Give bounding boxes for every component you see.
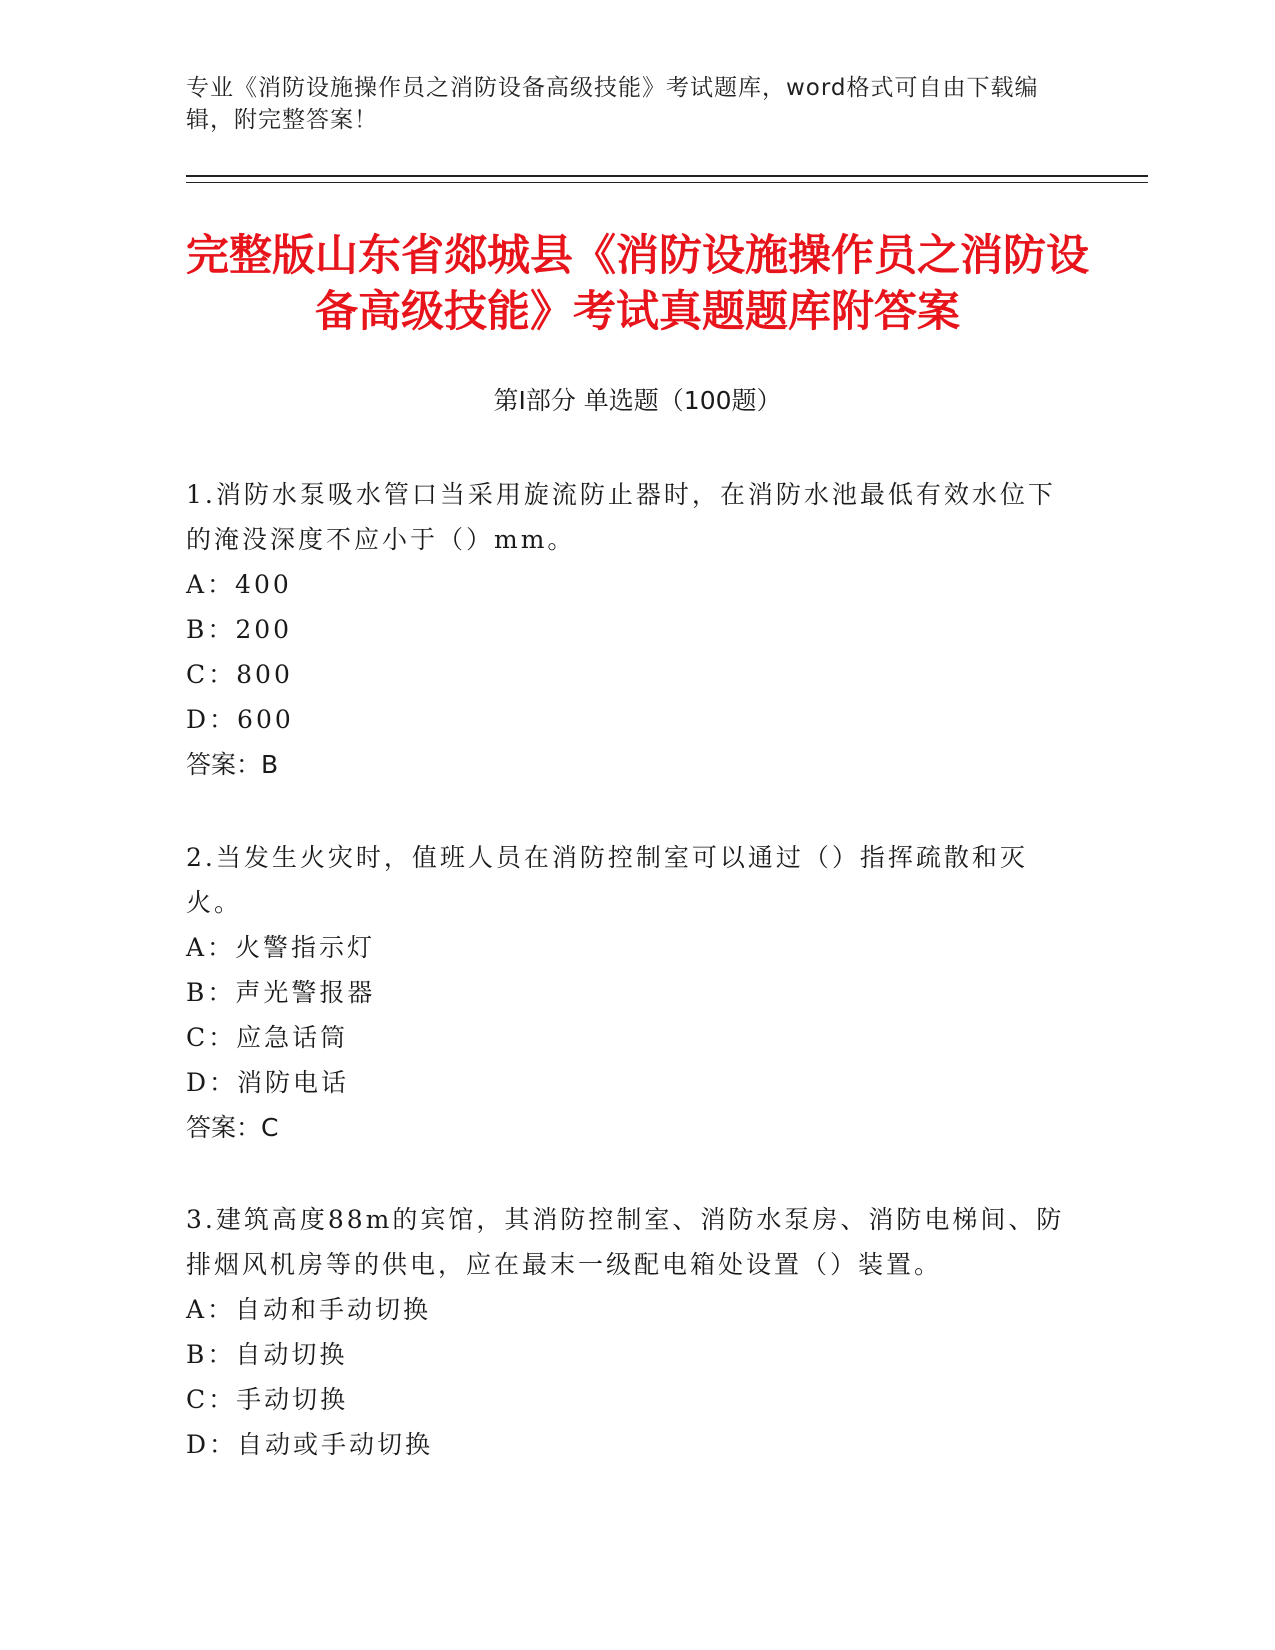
question-1 [186,472,1066,787]
option-c: C：手动切换 [186,1385,349,1414]
header-divider-thick [186,175,1148,177]
option-d: D：消防电话 [186,1068,350,1097]
answer: 答案：B [186,750,279,779]
question-stem: 1.消防水泵吸水管口当采用旋流防止器时，在消防水池最低有效水位下的淹没深度不应小于（）mm。 [186,480,1056,554]
option-b: B：声光警报器 [186,978,376,1007]
option-c: C：800 [186,660,293,689]
option-a: A：400 [186,570,292,599]
question-stem: 3.建筑高度88m的宾馆，其消防控制室、消防水泵房、消防电梯间、防排烟风机房等的供电，应在最末一级配电箱处设置（）装置。 [186,1205,1065,1279]
option-d: D：自动或手动切换 [186,1430,434,1459]
answer: 答案：C [186,1113,279,1142]
option-c: C：应急话筒 [186,1023,349,1052]
question-stem: 2.当发生火灾时，值班人员在消防控制室可以通过（）指挥疏散和灭火。 [186,843,1028,917]
section-heading: 第Ⅰ部分 单选题（100题） [493,386,782,415]
option-b: B：自动切换 [186,1340,348,1369]
option-b: B：200 [186,615,293,644]
question-2 [186,835,1066,1150]
option-a: A：自动和手动切换 [186,1295,432,1324]
option-d: D：600 [186,705,294,734]
header-note: 专业《消防设施操作员之消防设备高级技能》考试题库，word格式可自由下载编辑，附完整答案！ [186,75,1039,133]
header-divider-thin [186,182,1148,183]
document-title: 完整版山东省郯城县《消防设施操作员之消防设备高级技能》考试真题题库附答案 [186,231,1089,337]
question-3 [186,1197,1066,1467]
option-a: A：火警指示灯 [186,933,376,962]
